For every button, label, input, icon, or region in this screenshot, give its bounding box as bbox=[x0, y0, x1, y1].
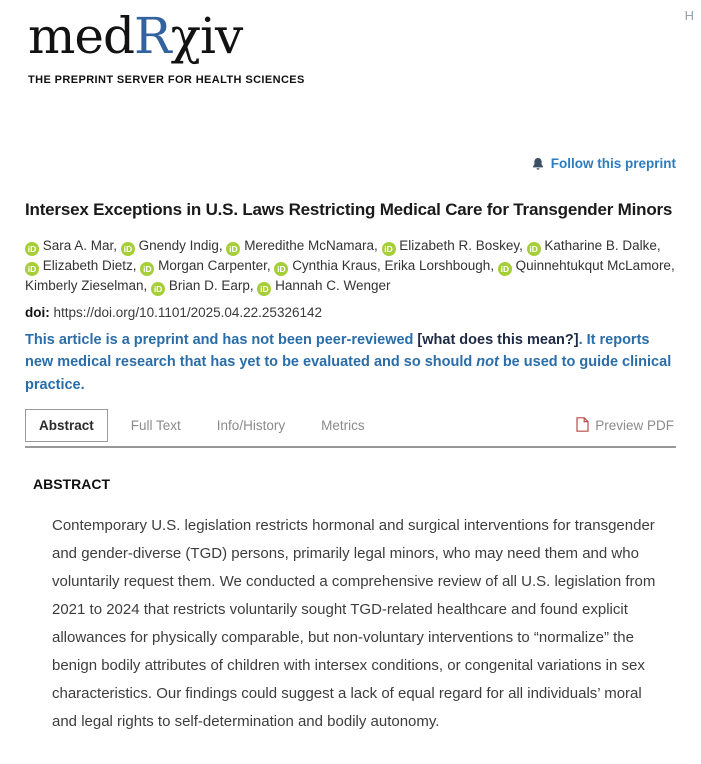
author bbox=[25, 238, 117, 253]
logo-iv: iv bbox=[199, 7, 243, 65]
article-page bbox=[0, 156, 701, 736]
site-header bbox=[0, 0, 701, 86]
author-name: Meredithe McNamara, bbox=[244, 237, 378, 253]
logo-chi: χ bbox=[170, 7, 200, 65]
logo-med: med bbox=[28, 7, 135, 65]
orcid-icon[interactable]: iD bbox=[527, 242, 541, 256]
author bbox=[151, 278, 254, 293]
author bbox=[257, 278, 390, 293]
orcid-icon[interactable]: iD bbox=[121, 242, 135, 256]
logo-r: R bbox=[134, 7, 171, 65]
author bbox=[226, 238, 377, 253]
author-list bbox=[25, 236, 676, 296]
orcid-icon[interactable]: iD bbox=[151, 282, 165, 296]
author-name: Elizabeth R. Boskey, bbox=[399, 237, 523, 253]
author-name: Morgan Carpenter, bbox=[158, 257, 271, 273]
medrxiv-logo[interactable] bbox=[28, 7, 243, 65]
orcid-icon[interactable]: iD bbox=[140, 262, 154, 276]
author bbox=[498, 258, 675, 273]
disclaimer-text: be used to guide clinical practice. bbox=[25, 354, 672, 393]
tab-info-history[interactable]: Info/History bbox=[216, 418, 286, 433]
header-corner-text: H bbox=[684, 8, 694, 23]
doi-line bbox=[25, 305, 676, 320]
preview-pdf-label: Preview PDF bbox=[595, 418, 674, 433]
author-name: Cynthia Kraus, bbox=[292, 257, 381, 273]
author bbox=[25, 278, 147, 293]
preprint-disclaimer bbox=[25, 329, 676, 397]
disclaimer-text: This article is a preprint and has not been peer-reviewed bbox=[25, 331, 418, 348]
tab-full-text[interactable]: Full Text bbox=[130, 418, 181, 433]
author bbox=[274, 258, 380, 273]
site-tagline: THE PREPRINT SERVER FOR HEALTH SCIENCES bbox=[28, 74, 305, 86]
author-name: Quinnehtukqut McLamore, bbox=[515, 257, 675, 273]
author-name: Gnendy Indig, bbox=[138, 237, 223, 253]
author bbox=[385, 258, 495, 273]
author-name: Kimberly Zieselman, bbox=[25, 277, 148, 293]
abstract-section bbox=[25, 476, 676, 736]
author-name: Katharine B. Dalke, bbox=[544, 237, 661, 253]
author-name: Sara A. Mar, bbox=[42, 237, 118, 253]
bell-icon bbox=[531, 157, 545, 171]
article-tabs bbox=[25, 409, 676, 448]
author-name: Elizabeth Dietz, bbox=[42, 257, 137, 273]
author bbox=[140, 258, 270, 273]
tab-abstract[interactable]: Abstract bbox=[25, 409, 108, 442]
orcid-icon[interactable]: iD bbox=[382, 242, 396, 256]
what-does-this-mean-link[interactable]: [what does this mean?] bbox=[417, 331, 579, 348]
article-title: Intersex Exceptions in U.S. Laws Restricting Medical Care for Transgender Minors bbox=[25, 199, 673, 219]
doi-label: doi: bbox=[25, 304, 50, 320]
author-name: Erika Lorshbough, bbox=[384, 257, 495, 273]
preview-pdf-link[interactable] bbox=[576, 417, 676, 435]
abstract-text: Contemporary U.S. legislation restricts hormonal and surgical interventions for transgender and gender-diverse (TGD) persons, primarily legal minors, who may need them and who voluntarily request them. We conducted a comprehensive review of all U.S. legislation from 2021 to 2024 that restricts voluntarily sought TGD-related healthcare and found explicit allowances for physically comparable, but non-voluntary interventions to “normalize” the benign bodily attributes of children with intersex conditions, or congenital variations in sex characteristics. Our findings could suggest a lack of equal regard for all individuals’ moral and legal rights to self-determination and bodily autonomy. bbox=[52, 517, 656, 730]
orcid-icon[interactable]: iD bbox=[498, 262, 512, 276]
abstract-heading: ABSTRACT bbox=[33, 476, 110, 492]
orcid-icon[interactable]: iD bbox=[226, 242, 240, 256]
author bbox=[527, 238, 661, 253]
orcid-icon[interactable]: iD bbox=[274, 262, 288, 276]
orcid-icon[interactable]: iD bbox=[257, 282, 271, 296]
follow-preprint-label: Follow this preprint bbox=[550, 156, 676, 171]
follow-preprint-link[interactable] bbox=[531, 156, 676, 171]
pdf-document-icon bbox=[576, 417, 589, 435]
author bbox=[25, 258, 137, 273]
doi-link[interactable]: https://doi.org/10.1101/2025.04.22.25326142 bbox=[53, 304, 322, 320]
author bbox=[382, 238, 523, 253]
author-name: Brian D. Earp, bbox=[168, 277, 254, 293]
author-name: Hannah C. Wenger bbox=[275, 277, 391, 293]
disclaimer-emphasis: not bbox=[476, 354, 499, 370]
orcid-icon[interactable]: iD bbox=[25, 262, 39, 276]
disclaimer-text: . It reports new medical research that has yet to be evaluated and so should bbox=[25, 331, 650, 370]
orcid-icon[interactable]: iD bbox=[25, 242, 39, 256]
tab-metrics[interactable]: Metrics bbox=[321, 418, 365, 433]
author bbox=[121, 238, 223, 253]
